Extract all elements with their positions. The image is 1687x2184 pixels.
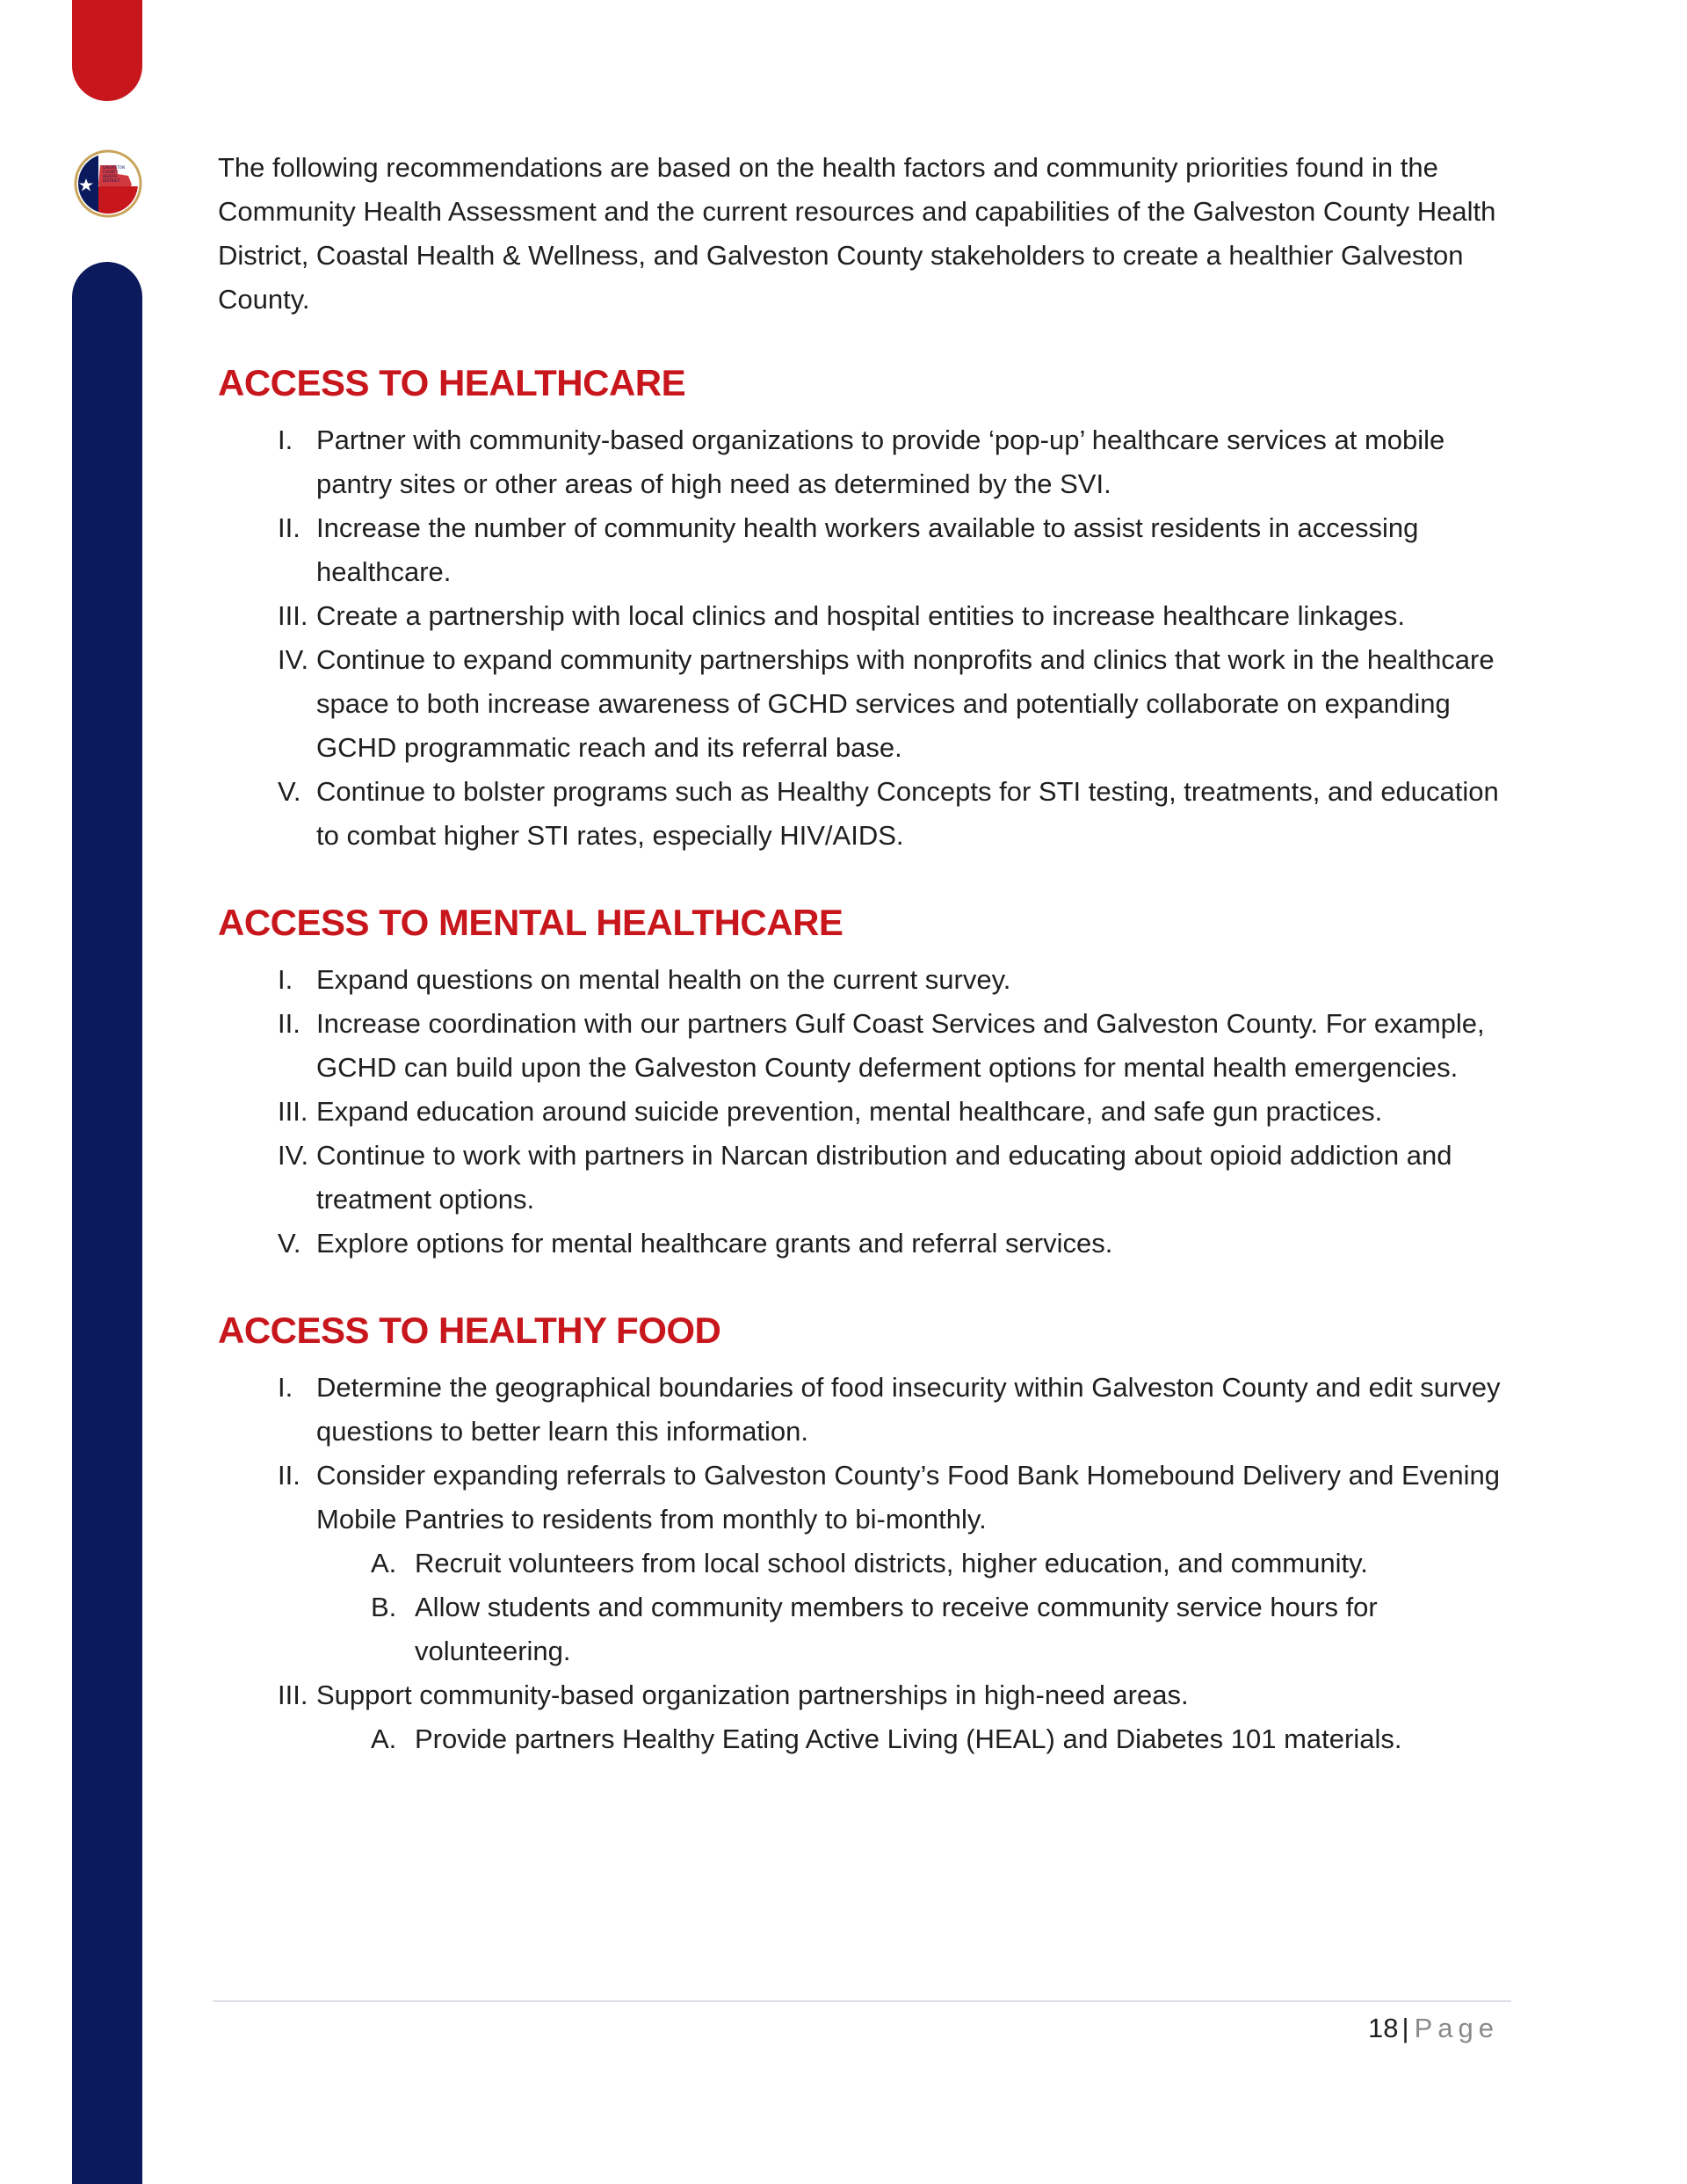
list-item: I. Expand questions on mental health on the current survey. <box>278 964 1011 995</box>
sidebar-navy-bar <box>72 262 142 2184</box>
section-title-mental-healthcare: ACCESS TO MENTAL HEALTHCARE <box>218 902 844 943</box>
section-title-healthy-food: ACCESS TO HEALTHY FOOD <box>218 1310 721 1351</box>
logo-text-line-1: GALVESTON <box>103 165 126 170</box>
list-item: I. Partner with community-based organizations to provide ‘pop-up’ healthcare services at mobile pantry sites or other areas of high need as determined by the SVI. <box>278 424 1445 499</box>
list-item: II. Increase coordination with our partners Gulf Coast Services and Galveston County. For example, GCHD can build upon the Galveston County deferment options for mental health emergencies. <box>278 1008 1485 1083</box>
mental-healthcare-list <box>218 958 1501 1266</box>
sub-list-item: A. Provide partners Healthy Eating Active Living (HEAL) and Diabetes 101 materials. <box>371 1723 1402 1754</box>
sub-list-item: B. Allow students and community members to receive community service hours for volunteering. <box>371 1592 1378 1666</box>
page-label: Page <box>1414 2013 1499 2043</box>
logo-text-line-2: COUNTY <box>103 170 119 174</box>
list-item: III. Support community-based organization partnerships in high-need areas. <box>278 1680 1189 1710</box>
list-item: III. Expand education around suicide prevention, mental healthcare, and safe gun practices. <box>278 1096 1383 1127</box>
section-title-healthcare: ACCESS TO HEALTHCARE <box>218 362 686 403</box>
list-item: II. Increase the number of community health workers available to assist residents in accessing healthcare. <box>278 512 1419 587</box>
footer-divider <box>213 2000 1511 2002</box>
logo-text-line-3: HEALTH <box>103 174 118 178</box>
list-item: III. Create a partnership with local clinics and hospital entities to increase healthcare linkages. <box>278 600 1405 631</box>
healthy-food-list <box>218 1366 1501 1761</box>
header-red-tab <box>72 0 142 101</box>
list-item: IV. Continue to expand community partnerships with nonprofits and clinics that work in the healthcare space to both increase awareness of GCHD services and potentially collaborate on expanding GCHD programmatic reach and its referral base. <box>278 644 1495 763</box>
list-item: II. Consider expanding referrals to Galveston County’s Food Bank Homebound Delivery and Evening Mobile Pantries to residents from monthly to bi-monthly. <box>278 1460 1500 1535</box>
page-content <box>218 146 1501 1761</box>
list-item: V. Continue to bolster programs such as Healthy Concepts for STI testing, treatments, and education to combat higher STI rates, especially HIV/AIDS. <box>278 776 1499 851</box>
page-number: 18 <box>1368 2013 1399 2043</box>
sub-list-item: A. Recruit volunteers from local school districts, higher education, and community. <box>371 1548 1368 1578</box>
list-item: I. Determine the geographical boundaries of food insecurity within Galveston County and edit survey questions to better learn this information. <box>278 1372 1501 1447</box>
list-item: IV. Continue to work with partners in Narcan distribution and educating about opioid addiction and treatment options. <box>278 1140 1452 1215</box>
list-item: V. Explore options for mental healthcare grants and referral services. <box>278 1228 1113 1259</box>
footer-separator: | <box>1401 2013 1409 2043</box>
intro-paragraph: The following recommendations are based on the health factors and community priorities found in the Community Health Assessment and the current resources and capabilities of the Galveston County Health District, Coastal Health & Wellness, and Galveston County stakeholders to create a healthier Galveston County. <box>218 152 1496 315</box>
logo-text-line-4: DISTRICT <box>103 178 120 183</box>
healthcare-list <box>218 418 1501 858</box>
page-footer <box>1368 2006 1499 2050</box>
gchd-logo <box>74 149 142 218</box>
